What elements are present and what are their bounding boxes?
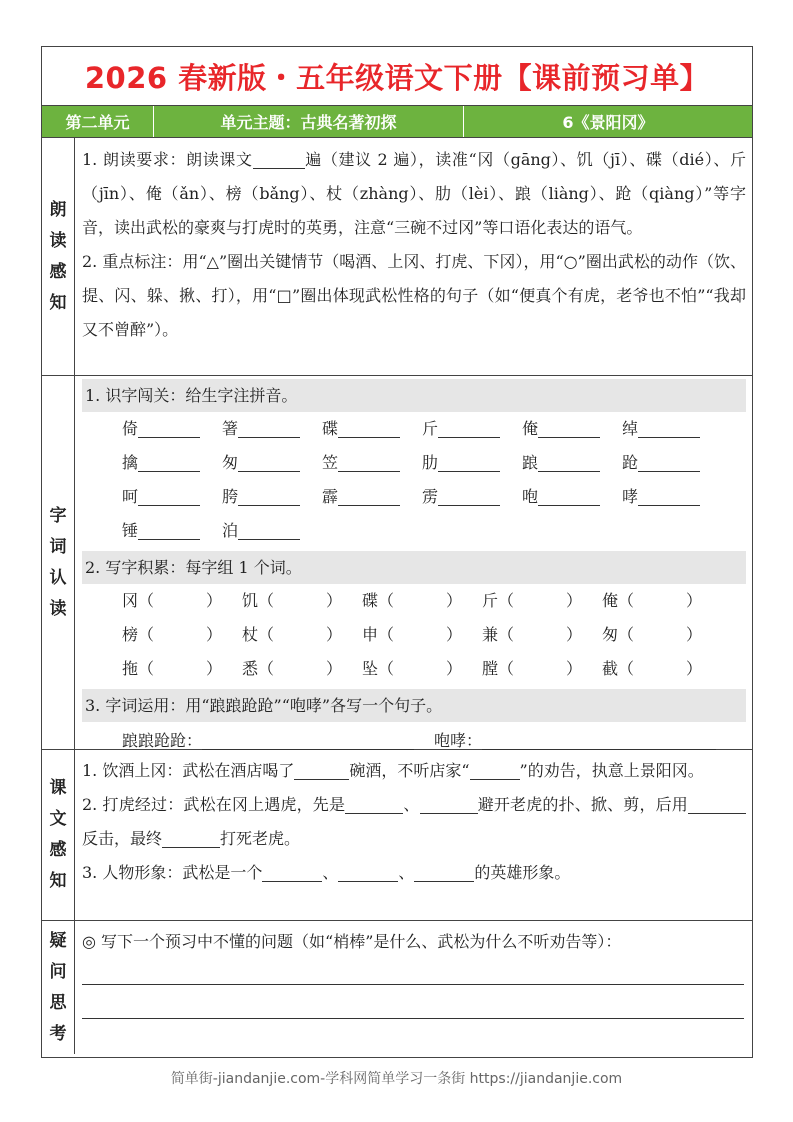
pinyin-item [122, 446, 222, 480]
label-char: 文 [49, 809, 67, 829]
paren-close: ） [206, 591, 223, 610]
text: 1. 饮酒上冈：武松在酒店喝了 [82, 761, 295, 780]
pinyin-item [122, 480, 222, 514]
paren-close: ） [326, 625, 343, 644]
text: 遍（建议 2 遍），读准“冈（gāng）、饥（jī）、碟（dié）、斤（jīn）、俺（ǎn）、榜（bǎng）、杖（zhàng）、肋（lèi）、踉（liàng）、跄（qiàng）”等字音，读出武松的豪爽与打虎时的英勇，注意“三碗不过冈”等口语化表达的语气。 [82, 150, 746, 237]
section-words [42, 376, 752, 750]
text-question-2 [82, 788, 746, 856]
pinyin-item [222, 412, 322, 446]
pinyin-blank[interactable] [338, 452, 400, 472]
pinyin-blank[interactable] [138, 520, 200, 540]
sentence-label: 咆哮： [434, 731, 483, 750]
pinyin-item [522, 446, 622, 480]
paren-close: ） [686, 625, 703, 644]
char: 申 [362, 625, 379, 644]
pinyin-blank[interactable] [338, 418, 400, 438]
paren-close: ） [566, 625, 583, 644]
char: 碟 [322, 419, 339, 438]
page-title: 2026 春新版・五年级语文下册【课前预习单】 [42, 47, 752, 106]
fill-blank[interactable] [470, 760, 520, 780]
label-char: 读 [49, 598, 67, 619]
char: 擒 [122, 453, 139, 472]
pinyin-blank[interactable] [138, 418, 200, 438]
label-char: 问 [49, 961, 67, 982]
pinyin-blank[interactable] [238, 452, 300, 472]
reading-requirement [82, 143, 746, 245]
question-prompt: ◎ 写下一个预习中不懂的问题（如“梢棒”是什么、武松为什么不听劝告等）： [82, 932, 622, 951]
text: 1. 朗读要求：朗读课文 [82, 150, 253, 169]
char: 霹 [322, 487, 339, 506]
pinyin-item [222, 480, 322, 514]
char: 笠 [322, 453, 339, 472]
pinyin-blank[interactable] [438, 486, 500, 506]
paren-open: （ [498, 591, 515, 610]
label-char: 思 [49, 992, 67, 1013]
paren-open: （ [378, 591, 395, 610]
pinyin-blank[interactable] [238, 486, 300, 506]
paren-close: ） [446, 659, 463, 678]
word-item [362, 584, 482, 618]
label-char: 知 [49, 292, 67, 313]
fill-blank[interactable] [345, 794, 403, 814]
paren-open: （ [378, 659, 395, 678]
char: 踉 [522, 453, 539, 472]
char: 俺 [602, 591, 619, 610]
pinyin-blank[interactable] [238, 418, 300, 438]
text: 3. 人物形象：武松是一个 [82, 863, 263, 882]
word-item [122, 652, 242, 686]
paren-open: （ [138, 659, 155, 678]
label-char: 课 [49, 778, 67, 798]
pinyin-blank[interactable] [238, 520, 300, 540]
pinyin-item [622, 412, 722, 446]
lesson-title: 6《景阳冈》 [562, 113, 654, 132]
pinyin-blank[interactable] [638, 452, 700, 472]
fill-blank[interactable] [162, 828, 220, 848]
section-reading [42, 138, 752, 376]
fill-blank[interactable] [202, 730, 414, 750]
word-item [602, 584, 722, 618]
char: 杖 [242, 625, 259, 644]
pinyin-item [322, 480, 422, 514]
text: 2. 打虎经过：武松在冈上遇虎，先是 [82, 795, 346, 814]
char: 锤 [122, 521, 139, 540]
paren-open: （ [618, 659, 635, 678]
answer-lines [82, 959, 746, 1019]
question-heading: 1. 识字闯关：给生字注拼音。 [82, 379, 746, 412]
pinyin-item [122, 514, 222, 548]
paren-open: （ [258, 625, 275, 644]
char: 胯 [222, 487, 239, 506]
word-item [482, 652, 602, 686]
pinyin-blank[interactable] [138, 452, 200, 472]
paren-open: （ [498, 625, 515, 644]
fill-blank[interactable] [688, 794, 746, 814]
label-char: 考 [49, 1023, 67, 1044]
char: 匆 [602, 625, 619, 644]
label-char: 词 [49, 536, 67, 557]
key-marking: 2. 重点标注：用“△”圈出关键情节（喝酒、上冈、打虎、下冈），用“○”圈出武松的动作（饮、提、闪、躲、揪、打），用“□”圈出体现武松性格的句子（如“便真个有虎，老爷也不怕”“我却又不曾醉”）。 [82, 252, 746, 339]
section-label-reading [42, 138, 75, 375]
label-char: 认 [49, 567, 67, 588]
section-label-questions [42, 921, 75, 1054]
text: 避开老虎的扑、掀、剪，后用 [477, 795, 688, 814]
text: 、 [322, 863, 339, 882]
label-char: 读 [49, 230, 67, 251]
char: 俺 [522, 419, 539, 438]
char: 拖 [122, 659, 139, 678]
fill-blank[interactable] [253, 149, 305, 169]
pinyin-item [222, 514, 322, 548]
char: 兼 [482, 625, 499, 644]
paren-open: （ [618, 625, 635, 644]
paren-close: ） [686, 659, 703, 678]
pinyin-item [522, 412, 622, 446]
section-label-words [42, 376, 75, 749]
char: 咆 [522, 487, 539, 506]
paren-close: ） [566, 659, 583, 678]
char: 箸 [222, 419, 239, 438]
char: 膛 [482, 659, 499, 678]
char: 肋 [422, 453, 439, 472]
pinyin-item [122, 412, 222, 446]
word-item [602, 618, 722, 652]
section-questions [42, 921, 752, 1054]
footer-source: 简单街-jiandanjie.com-学科网简单学习一条街 https://jiandanjie.com [170, 1071, 623, 1087]
text: ”的劝告，执意上景阳冈。 [519, 761, 704, 780]
pinyin-blank[interactable] [438, 452, 500, 472]
char: 雳 [422, 487, 439, 506]
answer-line[interactable] [82, 959, 744, 985]
answer-line[interactable] [82, 985, 744, 1019]
text-question-3 [82, 856, 746, 890]
char: 呵 [122, 487, 139, 506]
pinyin-blank[interactable] [338, 486, 400, 506]
char: 坠 [362, 659, 379, 678]
paren-close: ） [566, 591, 583, 610]
label-char: 知 [49, 871, 67, 891]
paren-close: ） [206, 625, 223, 644]
char: 泊 [222, 521, 239, 540]
worksheet [41, 46, 753, 1058]
section-text [42, 750, 752, 921]
word-grid [82, 584, 746, 686]
char: 哮 [622, 487, 639, 506]
char: 斤 [422, 419, 439, 438]
question-heading: 3. 字词运用：用“踉踉跄跄”“咆哮”各写一个句子。 [82, 689, 746, 722]
unit-theme: 单元主题：古典名著初探 [154, 106, 464, 137]
word-item [242, 618, 362, 652]
paren-close: ） [686, 591, 703, 610]
fill-blank[interactable] [294, 760, 349, 780]
unit-label: 第二单元 [42, 106, 154, 137]
pinyin-item [222, 446, 322, 480]
pinyin-blank[interactable] [638, 486, 700, 506]
pinyin-grid [82, 412, 746, 548]
char: 倚 [122, 419, 139, 438]
paren-close: ） [446, 591, 463, 610]
word-item [482, 618, 602, 652]
pinyin-blank[interactable] [538, 486, 600, 506]
char: 斤 [482, 591, 499, 610]
pinyin-item [622, 480, 722, 514]
word-item [242, 584, 362, 618]
fill-blank[interactable] [482, 730, 716, 750]
char: 榜 [122, 625, 139, 644]
paren-open: （ [138, 625, 155, 644]
pinyin-item [622, 446, 722, 480]
fill-blank[interactable] [420, 794, 478, 814]
word-item [362, 618, 482, 652]
char: 悉 [242, 659, 259, 678]
char: 绰 [622, 419, 639, 438]
pinyin-blank[interactable] [638, 418, 700, 438]
paren-open: （ [258, 591, 275, 610]
char: 碟 [362, 591, 379, 610]
section-label-text [42, 750, 75, 920]
word-item [362, 652, 482, 686]
label-char: 朗 [49, 199, 67, 220]
paren-open: （ [258, 659, 275, 678]
char: 匆 [222, 453, 239, 472]
text: 、 [398, 863, 415, 882]
word-item [122, 618, 242, 652]
paren-open: （ [378, 625, 395, 644]
paren-open: （ [138, 591, 155, 610]
text: 的英雄形象。 [474, 863, 571, 882]
char: 冈 [122, 591, 139, 610]
pinyin-item [322, 412, 422, 446]
sentence-label: 踉踉跄跄： [122, 731, 203, 750]
pinyin-item [522, 480, 622, 514]
text: 碗酒，不听店家“ [349, 761, 470, 780]
fill-blank[interactable] [414, 862, 474, 882]
pinyin-blank[interactable] [538, 452, 600, 472]
paren-close: ） [446, 625, 463, 644]
word-item [122, 584, 242, 618]
char: 跄 [622, 453, 639, 472]
word-item [482, 584, 602, 618]
word-item [602, 652, 722, 686]
text-question-1 [82, 754, 746, 788]
label-char: 感 [49, 840, 67, 860]
label-char: 字 [49, 505, 67, 526]
char: 饥 [242, 591, 259, 610]
word-item [242, 652, 362, 686]
pinyin-blank[interactable] [138, 486, 200, 506]
char: 截 [602, 659, 619, 678]
text: 反击，最终 [82, 829, 163, 848]
text: 、 [403, 795, 420, 814]
pinyin-item [422, 446, 522, 480]
question-heading: 2. 写字积累：每字组 1 个词。 [82, 551, 746, 584]
paren-open: （ [498, 659, 515, 678]
paren-close: ） [326, 659, 343, 678]
pinyin-item [322, 446, 422, 480]
paren-open: （ [618, 591, 635, 610]
pinyin-item [422, 412, 522, 446]
pinyin-blank[interactable] [538, 418, 600, 438]
fill-blank[interactable] [338, 862, 398, 882]
label-char: 感 [49, 261, 67, 282]
pinyin-item [422, 480, 522, 514]
paren-close: ） [326, 591, 343, 610]
header-bar [42, 106, 752, 138]
pinyin-blank[interactable] [438, 418, 500, 438]
label-char: 疑 [49, 930, 67, 951]
fill-blank[interactable] [262, 862, 322, 882]
text: 打死老虎。 [220, 829, 301, 848]
paren-close: ） [206, 659, 223, 678]
